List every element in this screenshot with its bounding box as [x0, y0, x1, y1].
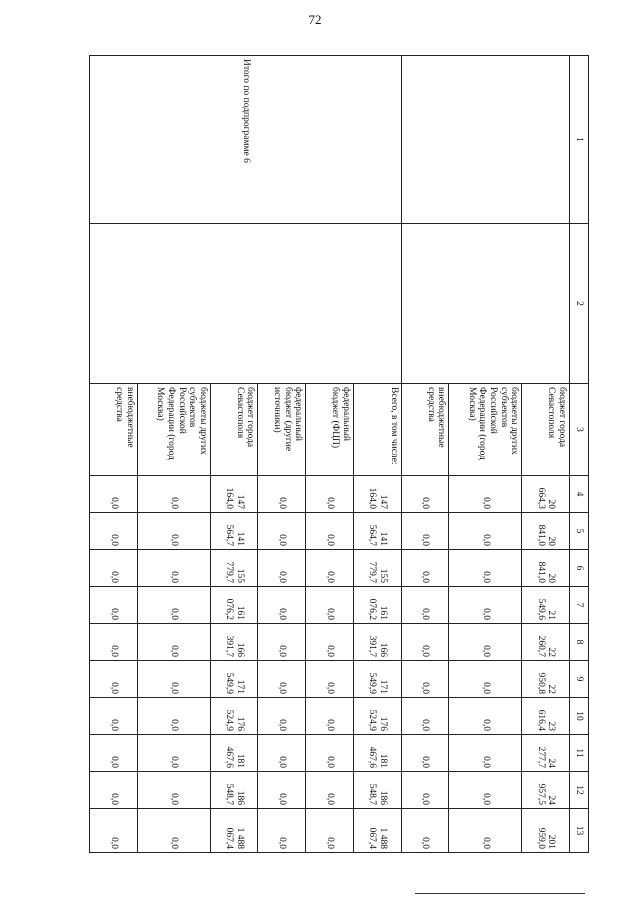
amount-cell: 176 524,9 — [210, 698, 258, 735]
amount-cell: 0,0 — [401, 550, 449, 587]
amount-cell: 0,0 — [258, 476, 306, 513]
amount-cell: 0,0 — [449, 550, 522, 587]
amount-cell: 147 164,0 — [210, 476, 258, 513]
amount-cell: 0,0 — [449, 587, 522, 624]
amount-cell: 0,0 — [258, 624, 306, 661]
amount-cell: 0,0 — [449, 809, 522, 853]
amount-cell: 0,0 — [258, 698, 306, 735]
amount-cell: 0,0 — [306, 587, 354, 624]
amount-cell: 0,0 — [306, 661, 354, 698]
amount-cell: 0,0 — [401, 735, 449, 772]
continued-measure-cell — [401, 224, 569, 384]
amount-cell: 155 779,7 — [353, 550, 401, 587]
amount-cell: 22 260,7 — [522, 624, 570, 661]
amount-cell: 171 549,9 — [210, 661, 258, 698]
table-row — [522, 56, 570, 853]
column-number: 2 — [570, 224, 589, 384]
amount-cell: 0,0 — [401, 476, 449, 513]
column-number-row — [570, 56, 589, 853]
amount-cell: 0,0 — [137, 624, 210, 661]
amount-cell: 201 959,0 — [522, 809, 570, 853]
amount-cell: 0,0 — [449, 772, 522, 809]
amount-cell: 141 564,7 — [353, 513, 401, 550]
amount-cell: 0,0 — [449, 661, 522, 698]
amount-cell: 0,0 — [90, 624, 138, 661]
funding-source-label: бюджет города Севастополя — [210, 384, 258, 476]
amount-cell: 166 391,7 — [210, 624, 258, 661]
amount-cell: 0,0 — [137, 735, 210, 772]
amount-cell: 0,0 — [137, 476, 210, 513]
amount-cell: 0,0 — [401, 513, 449, 550]
amount-cell: 0,0 — [401, 772, 449, 809]
column-number: 11 — [570, 735, 589, 772]
amount-cell: 0,0 — [258, 735, 306, 772]
amount-cell: 186 548,7 — [210, 772, 258, 809]
amount-cell: 0,0 — [306, 513, 354, 550]
funding-source-label: внебюджетные средства — [401, 384, 449, 476]
table-body — [90, 56, 570, 853]
amount-cell: 0,0 — [137, 587, 210, 624]
amount-cell: 155 779,7 — [210, 550, 258, 587]
funding-source-label: бюджет города Севастополя — [522, 384, 570, 476]
rotated-table-wrapper — [89, 55, 589, 852]
amount-cell: 0,0 — [258, 587, 306, 624]
amount-cell: 0,0 — [401, 809, 449, 853]
amount-cell: 0,0 — [90, 513, 138, 550]
amount-cell: 0,0 — [137, 698, 210, 735]
program-total-measure-cell — [90, 224, 402, 384]
amount-cell: 0,0 — [401, 624, 449, 661]
column-number: 8 — [570, 624, 589, 661]
column-number: 5 — [570, 513, 589, 550]
amount-cell: 23 616,4 — [522, 698, 570, 735]
amount-cell: 0,0 — [258, 772, 306, 809]
footer-rule — [415, 893, 585, 894]
amount-cell: 171 549,9 — [353, 661, 401, 698]
amount-cell: 0,0 — [306, 809, 354, 853]
amount-cell: 20 664,3 — [522, 476, 570, 513]
amount-cell: 0,0 — [90, 661, 138, 698]
column-number: 4 — [570, 476, 589, 513]
column-number: 13 — [570, 809, 589, 853]
amount-cell: 161 076,2 — [210, 587, 258, 624]
table-header — [570, 56, 589, 853]
amount-cell: 0,0 — [449, 624, 522, 661]
amount-cell: 0,0 — [306, 476, 354, 513]
amount-cell: 24 277,7 — [522, 735, 570, 772]
amount-cell: 0,0 — [137, 550, 210, 587]
amount-cell: 0,0 — [90, 476, 138, 513]
amount-cell: 0,0 — [90, 698, 138, 735]
amount-cell: 0,0 — [401, 587, 449, 624]
amount-cell: 0,0 — [306, 772, 354, 809]
amount-cell: 166 391,7 — [353, 624, 401, 661]
amount-cell: 1 488 067,4 — [210, 809, 258, 853]
funding-source-label: федеральный бюджет (ФЦП) — [306, 384, 354, 476]
column-number: 9 — [570, 661, 589, 698]
amount-cell: 0,0 — [306, 698, 354, 735]
continued-program-cell — [401, 56, 569, 224]
funding-source-label: федеральный бюджет (другие источники) — [258, 384, 306, 476]
amount-cell: 0,0 — [137, 513, 210, 550]
funding-source-label: бюджеты других субъектов Российской Федерации (город Москва) — [449, 384, 522, 476]
amount-cell: 0,0 — [258, 661, 306, 698]
amount-cell: 20 841,0 — [522, 513, 570, 550]
amount-cell: 176 524,9 — [353, 698, 401, 735]
amount-cell: 22 950,8 — [522, 661, 570, 698]
page-number: 72 — [308, 12, 322, 27]
amount-cell: 186 548,7 — [353, 772, 401, 809]
amount-cell: 0,0 — [449, 735, 522, 772]
amount-cell: 24 957,5 — [522, 772, 570, 809]
column-number: 7 — [570, 587, 589, 624]
amount-cell: 181 467,6 — [210, 735, 258, 772]
amount-cell: 0,0 — [90, 587, 138, 624]
amount-cell: 0,0 — [258, 513, 306, 550]
amount-cell: 0,0 — [258, 809, 306, 853]
amount-cell: 0,0 — [306, 735, 354, 772]
amount-cell: 0,0 — [137, 661, 210, 698]
amount-cell: 0,0 — [90, 550, 138, 587]
amount-cell: 0,0 — [90, 735, 138, 772]
funding-source-label: внебюджетные средства — [90, 384, 138, 476]
table-row — [353, 56, 401, 853]
amount-cell: 0,0 — [449, 698, 522, 735]
column-number: 6 — [570, 550, 589, 587]
amount-cell: 0,0 — [90, 772, 138, 809]
column-number: 12 — [570, 772, 589, 809]
amount-cell: 0,0 — [449, 476, 522, 513]
amount-cell: 0,0 — [306, 550, 354, 587]
column-number: 1 — [570, 56, 589, 224]
amount-cell: 0,0 — [401, 698, 449, 735]
column-number: 3 — [570, 384, 589, 476]
amount-cell: 147 164,0 — [353, 476, 401, 513]
amount-cell: 20 841,0 — [522, 550, 570, 587]
amount-cell: 0,0 — [258, 550, 306, 587]
amount-cell: 141 564,7 — [210, 513, 258, 550]
amount-cell: 0,0 — [449, 513, 522, 550]
amount-cell: 181 467,6 — [353, 735, 401, 772]
program-total-title: Итого по подпрограмме 6 — [90, 56, 402, 224]
amount-cell: 161 076,2 — [353, 587, 401, 624]
amount-cell: 0,0 — [137, 809, 210, 853]
amount-cell: 21 549,6 — [522, 587, 570, 624]
amount-cell: 0,0 — [137, 772, 210, 809]
amount-cell: 0,0 — [90, 809, 138, 853]
amount-cell: 1 488 067,4 — [353, 809, 401, 853]
amount-cell: 0,0 — [306, 624, 354, 661]
funding-source-label: Всего, в том числе: — [353, 384, 401, 476]
amount-cell: 0,0 — [401, 661, 449, 698]
column-number: 10 — [570, 698, 589, 735]
budget-table — [89, 55, 589, 853]
funding-source-label: бюджеты других субъектов Российской Федерации (город Москва) — [137, 384, 210, 476]
